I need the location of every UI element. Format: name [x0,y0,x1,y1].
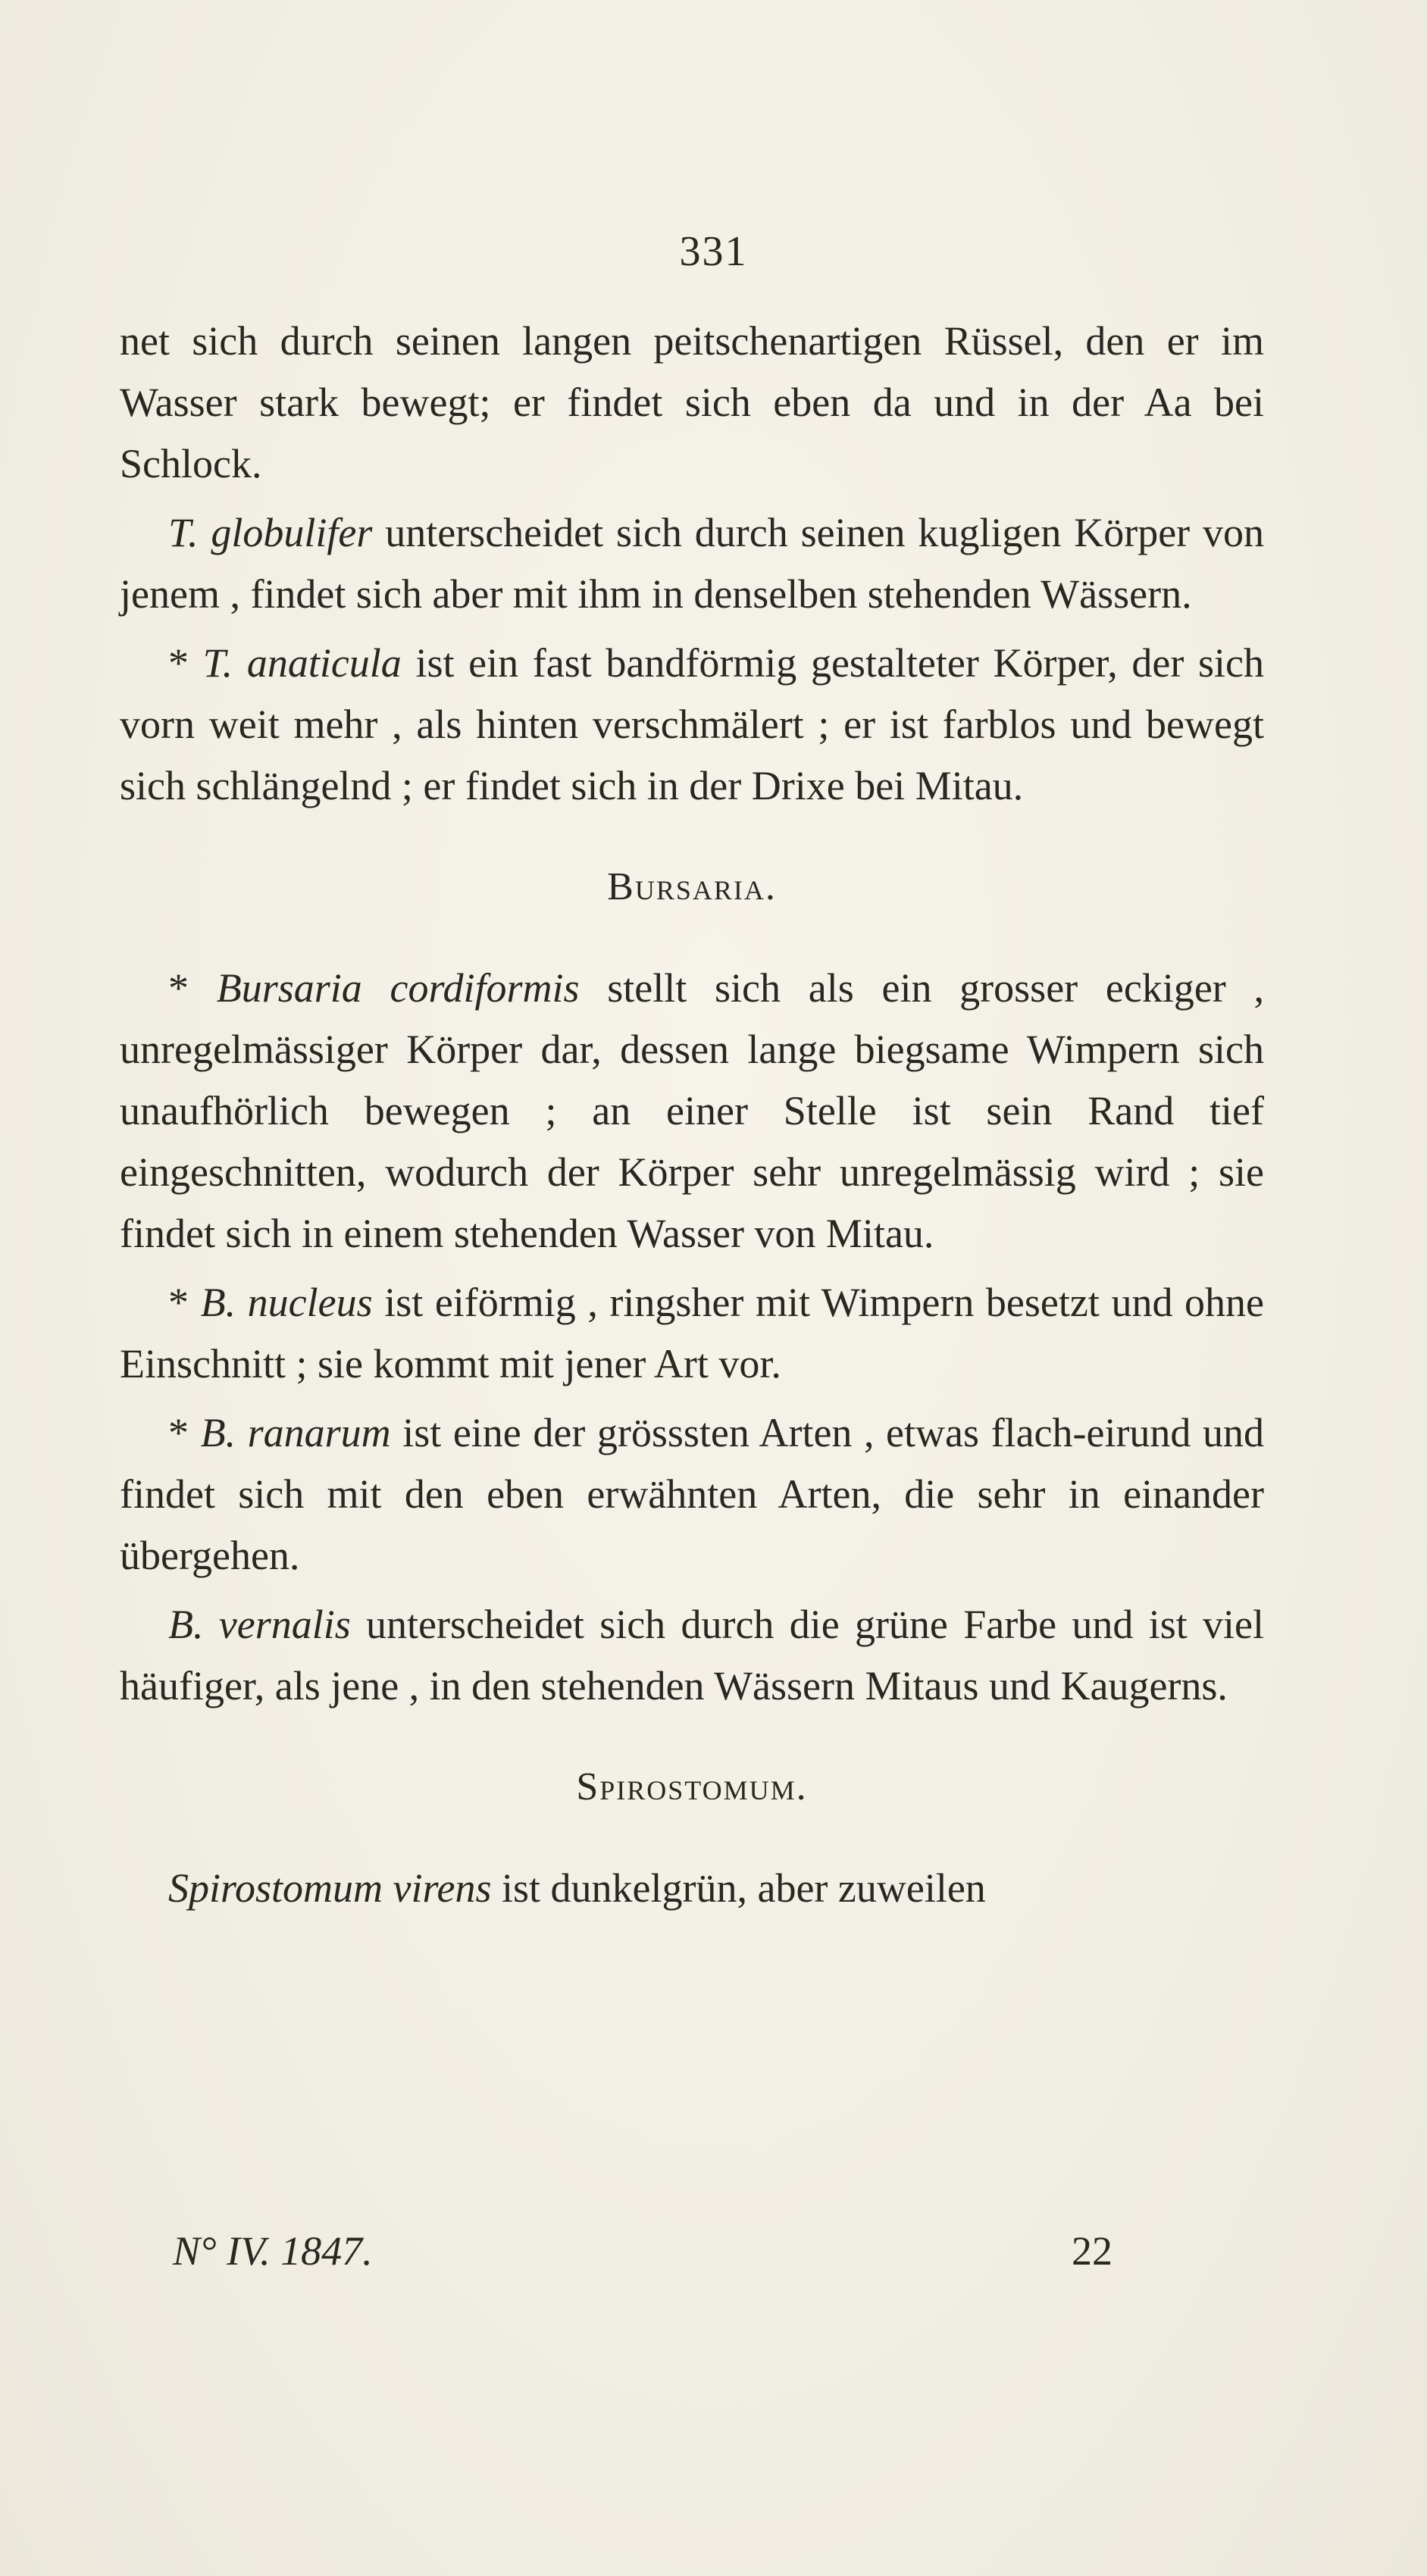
paragraph-text: ist ein fast bandförmig gestalteter Körper, der sich vorn weit mehr , als hinten verschmälert ; er ist farblos und bewegt sich schlängelnd ; er findet sich in der Drixe bei Mitau. [120,640,1264,808]
paragraph [120,1272,1264,1395]
paragraph-text: ist dunkelgrün, aber zuweilen [491,1865,986,1911]
paragraph-text: net sich durch seinen langen peitschenartigen Rüssel, den er im Wasser stark bewegt; er findet sich eben da und in der Aa bei Schlock. [120,318,1264,486]
paragraph-text: stellt sich als ein grosser eckiger , unregelmässiger Körper dar, dessen lange biegsame Wimpern sich unaufhörlich bewegen ; an einer Stelle ist sein Rand tief eingeschnitten, wodurch der Körper sehr unregelmässig wird ; sie findet sich in einem stehenden Wasser von Mitau. [120,965,1265,1256]
species-name: B. ranarum [200,1410,391,1455]
section-heading: Spirostomum. [576,1765,808,1809]
paragraph [120,311,1264,495]
sheet-number: 22 [1072,2228,1112,2274]
species-name: B. nucleus [200,1280,373,1325]
paragraph [120,502,1264,625]
paragraph-text: ist eiförmig , ringsher mit Wimpern besetzt und ohne Einschnitt ; sie kommt mit jener Art vor. [120,1280,1264,1386]
signature-mark: N° IV. 1847. [173,2228,373,2274]
body-text [120,311,1264,1919]
paragraph-text: * [168,1280,201,1325]
species-name: T. globulifer [168,510,373,555]
paragraph [120,1402,1264,1587]
paragraph-text: ist eine der grösssten Arten , etwas flach-eirund und findet sich mit den eben erwähnten Arten, die sehr in einander übergehen. [120,1410,1265,1578]
species-name: Bursaria cordiformis [216,965,580,1011]
paragraph-text: unterscheidet sich durch die grüne Farbe und ist viel häufiger, als jene , in den stehenden Wässern Mitaus und Kaugerns. [120,1602,1264,1708]
species-name: Spirostomum virens [168,1865,492,1911]
section-heading: Bursaria. [607,865,777,908]
page-number: 331 [679,228,748,275]
paragraph-text: * [168,1410,201,1455]
paragraph-text: * [168,965,217,1011]
paragraph [120,958,1264,1265]
paragraph [120,633,1264,817]
paragraph-text: unterscheidet sich durch seinen kugligen Körper von jenem , findet sich aber mit ihm in denselben stehenden Wässern. [120,510,1264,617]
paragraph [120,1594,1264,1717]
paragraph [120,1858,1264,1919]
species-name: T. anaticula [202,640,402,686]
species-name: B. vernalis [168,1602,351,1647]
paragraph-text: * [168,640,203,686]
